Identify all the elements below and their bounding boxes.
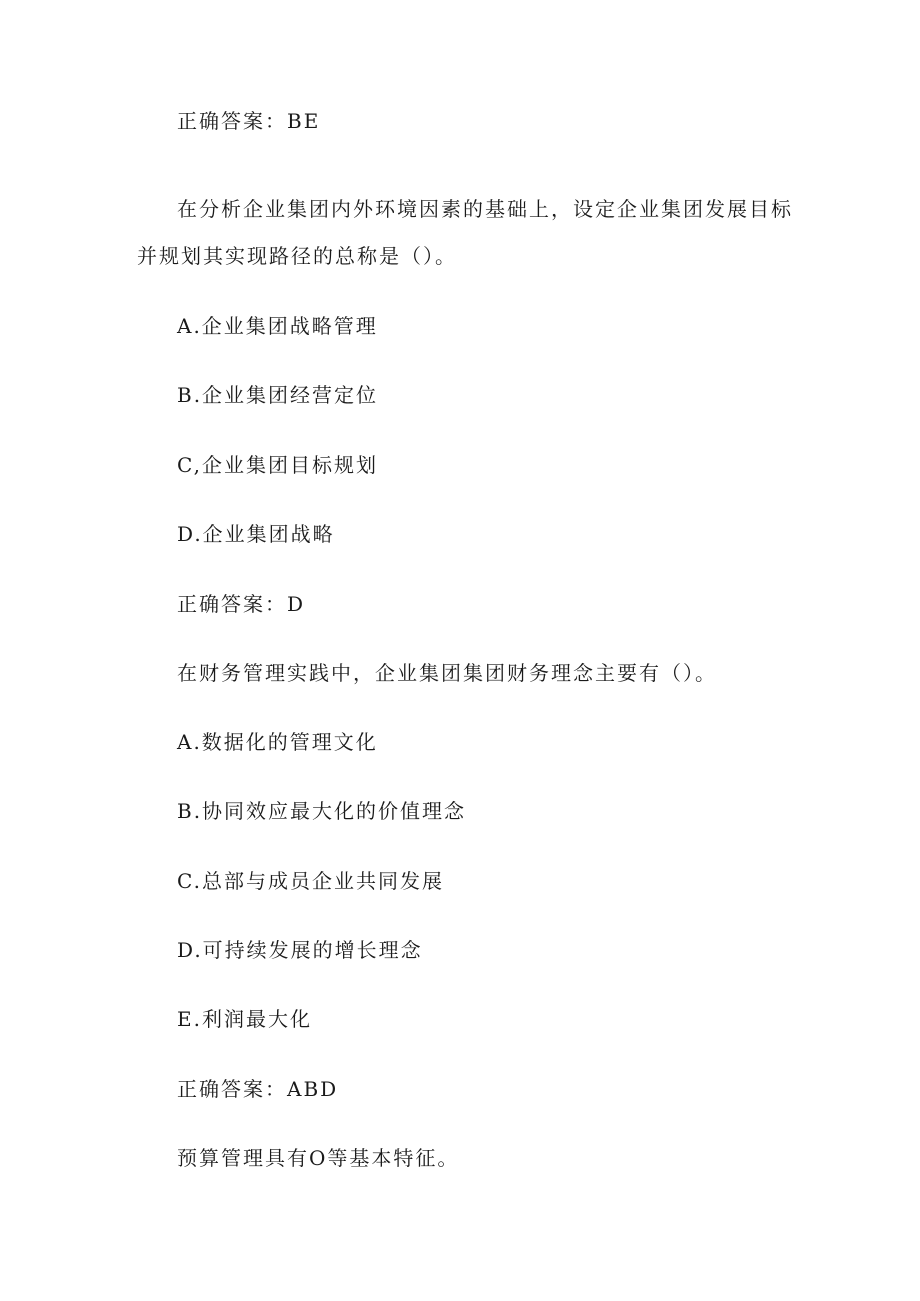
question-stem: 预算管理具有O等基本特征。 (177, 1146, 460, 1170)
option-d: D.企业集团战略 (177, 522, 335, 546)
option-b: B.协同效应最大化的价值理念 (177, 799, 467, 823)
option-b: B.企业集团经营定位 (177, 383, 379, 407)
answer-line: 正确答案：ABD (177, 1077, 339, 1101)
option-c: C.总部与成员企业共同发展 (177, 869, 444, 893)
option-d: D.可持续发展的增长理念 (177, 938, 423, 962)
option-e: E.利润最大化 (177, 1007, 312, 1031)
option-a: A.企业集团战略管理 (177, 314, 378, 338)
question-stem: 在分析企业集团内外环境因素的基础上，设定企业集团发展目标 (177, 197, 793, 221)
answer-line: 正确答案：D (177, 592, 306, 616)
option-c: C,企业集团目标规划 (177, 453, 378, 477)
answer-line: 正确答案：BE (177, 109, 321, 133)
question-stem: 在财务管理实践中，企业集团集团财务理念主要有（）。 (177, 661, 717, 685)
question-stem-continued: 并规划其实现路径的总称是（）。 (137, 244, 457, 268)
option-a: A.数据化的管理文化 (177, 730, 378, 754)
